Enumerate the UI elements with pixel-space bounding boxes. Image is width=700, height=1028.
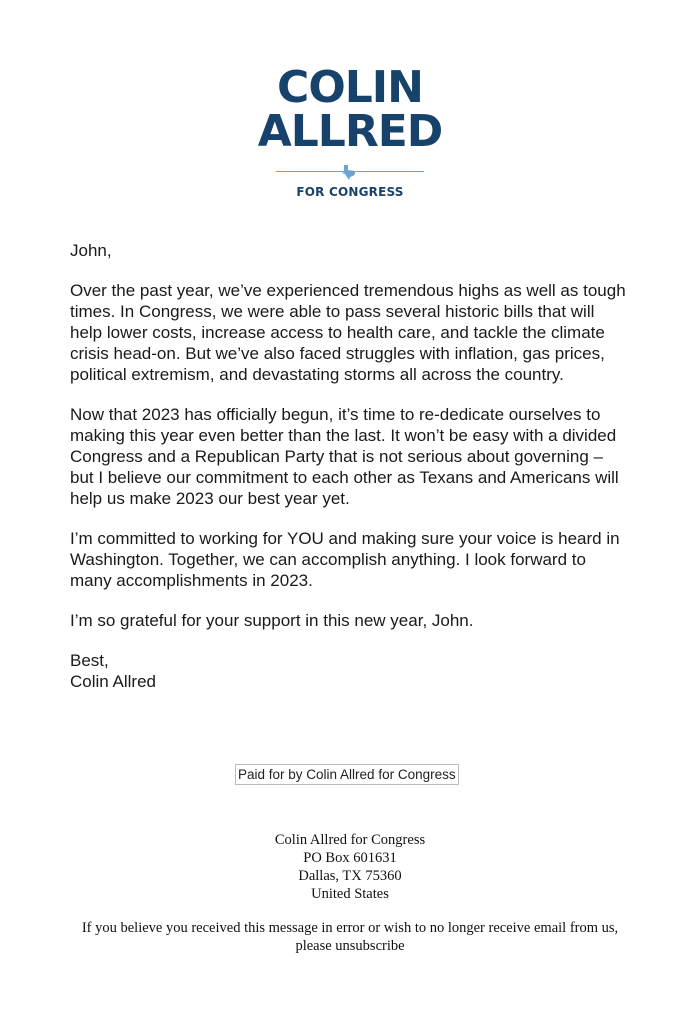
sign-off <box>70 650 630 692</box>
address-po-box: PO Box 601631 <box>303 850 397 866</box>
address-city: Dallas, TX 75360 <box>298 868 402 884</box>
greeting: John, <box>70 241 112 260</box>
address-country: United States <box>311 886 389 902</box>
closing: Best, <box>70 651 109 670</box>
logo-line-last-name: ALLRED <box>257 106 443 157</box>
logo-divider <box>276 166 424 178</box>
body-paragraph-2: Now that 2023 has officially begun, it’s time to re-dedicate ourselves to making this year even better than the last. It won’t be easy with a divided Congress and a Republican Party that is not serious about governing – but I believe our commitment to each other as Texans and Americans will help us make 2023 our best year yet. <box>70 405 619 508</box>
body-paragraph-3: I’m committed to working for YOU and making sure your voice is heard in Washington. Together, we can accomplish anything. I look forward to many accomplishments in 2023. <box>70 529 620 590</box>
texas-icon <box>341 164 357 180</box>
body-paragraph-4: I’m so grateful for your support in this new year, John. <box>70 611 474 630</box>
signature: Colin Allred <box>70 672 156 691</box>
campaign-logo <box>0 62 700 199</box>
paid-for-disclaimer: Paid for by Colin Allred for Congress <box>235 764 459 785</box>
address-name: Colin Allred for Congress <box>274 832 426 848</box>
logo-line-first-name: COLIN <box>277 62 423 113</box>
email-body <box>70 240 630 692</box>
mailing-address <box>0 831 700 903</box>
logo-subtitle: FOR CONGRESS <box>296 185 404 199</box>
unsubscribe-notice[interactable]: If you believe you received this message in error or wish to no longer receive email from us, please unsubscribe <box>81 920 619 954</box>
body-paragraph-1: Over the past year, we’ve experienced tremendous highs as well as tough times. In Congress, we were able to pass several historic bills that will help lower costs, increase access to health care, and tackle the climate crisis head-on. But we’ve also faced struggles with inflation, gas prices, political extremism, and devastating storms all across the country. <box>70 281 626 384</box>
